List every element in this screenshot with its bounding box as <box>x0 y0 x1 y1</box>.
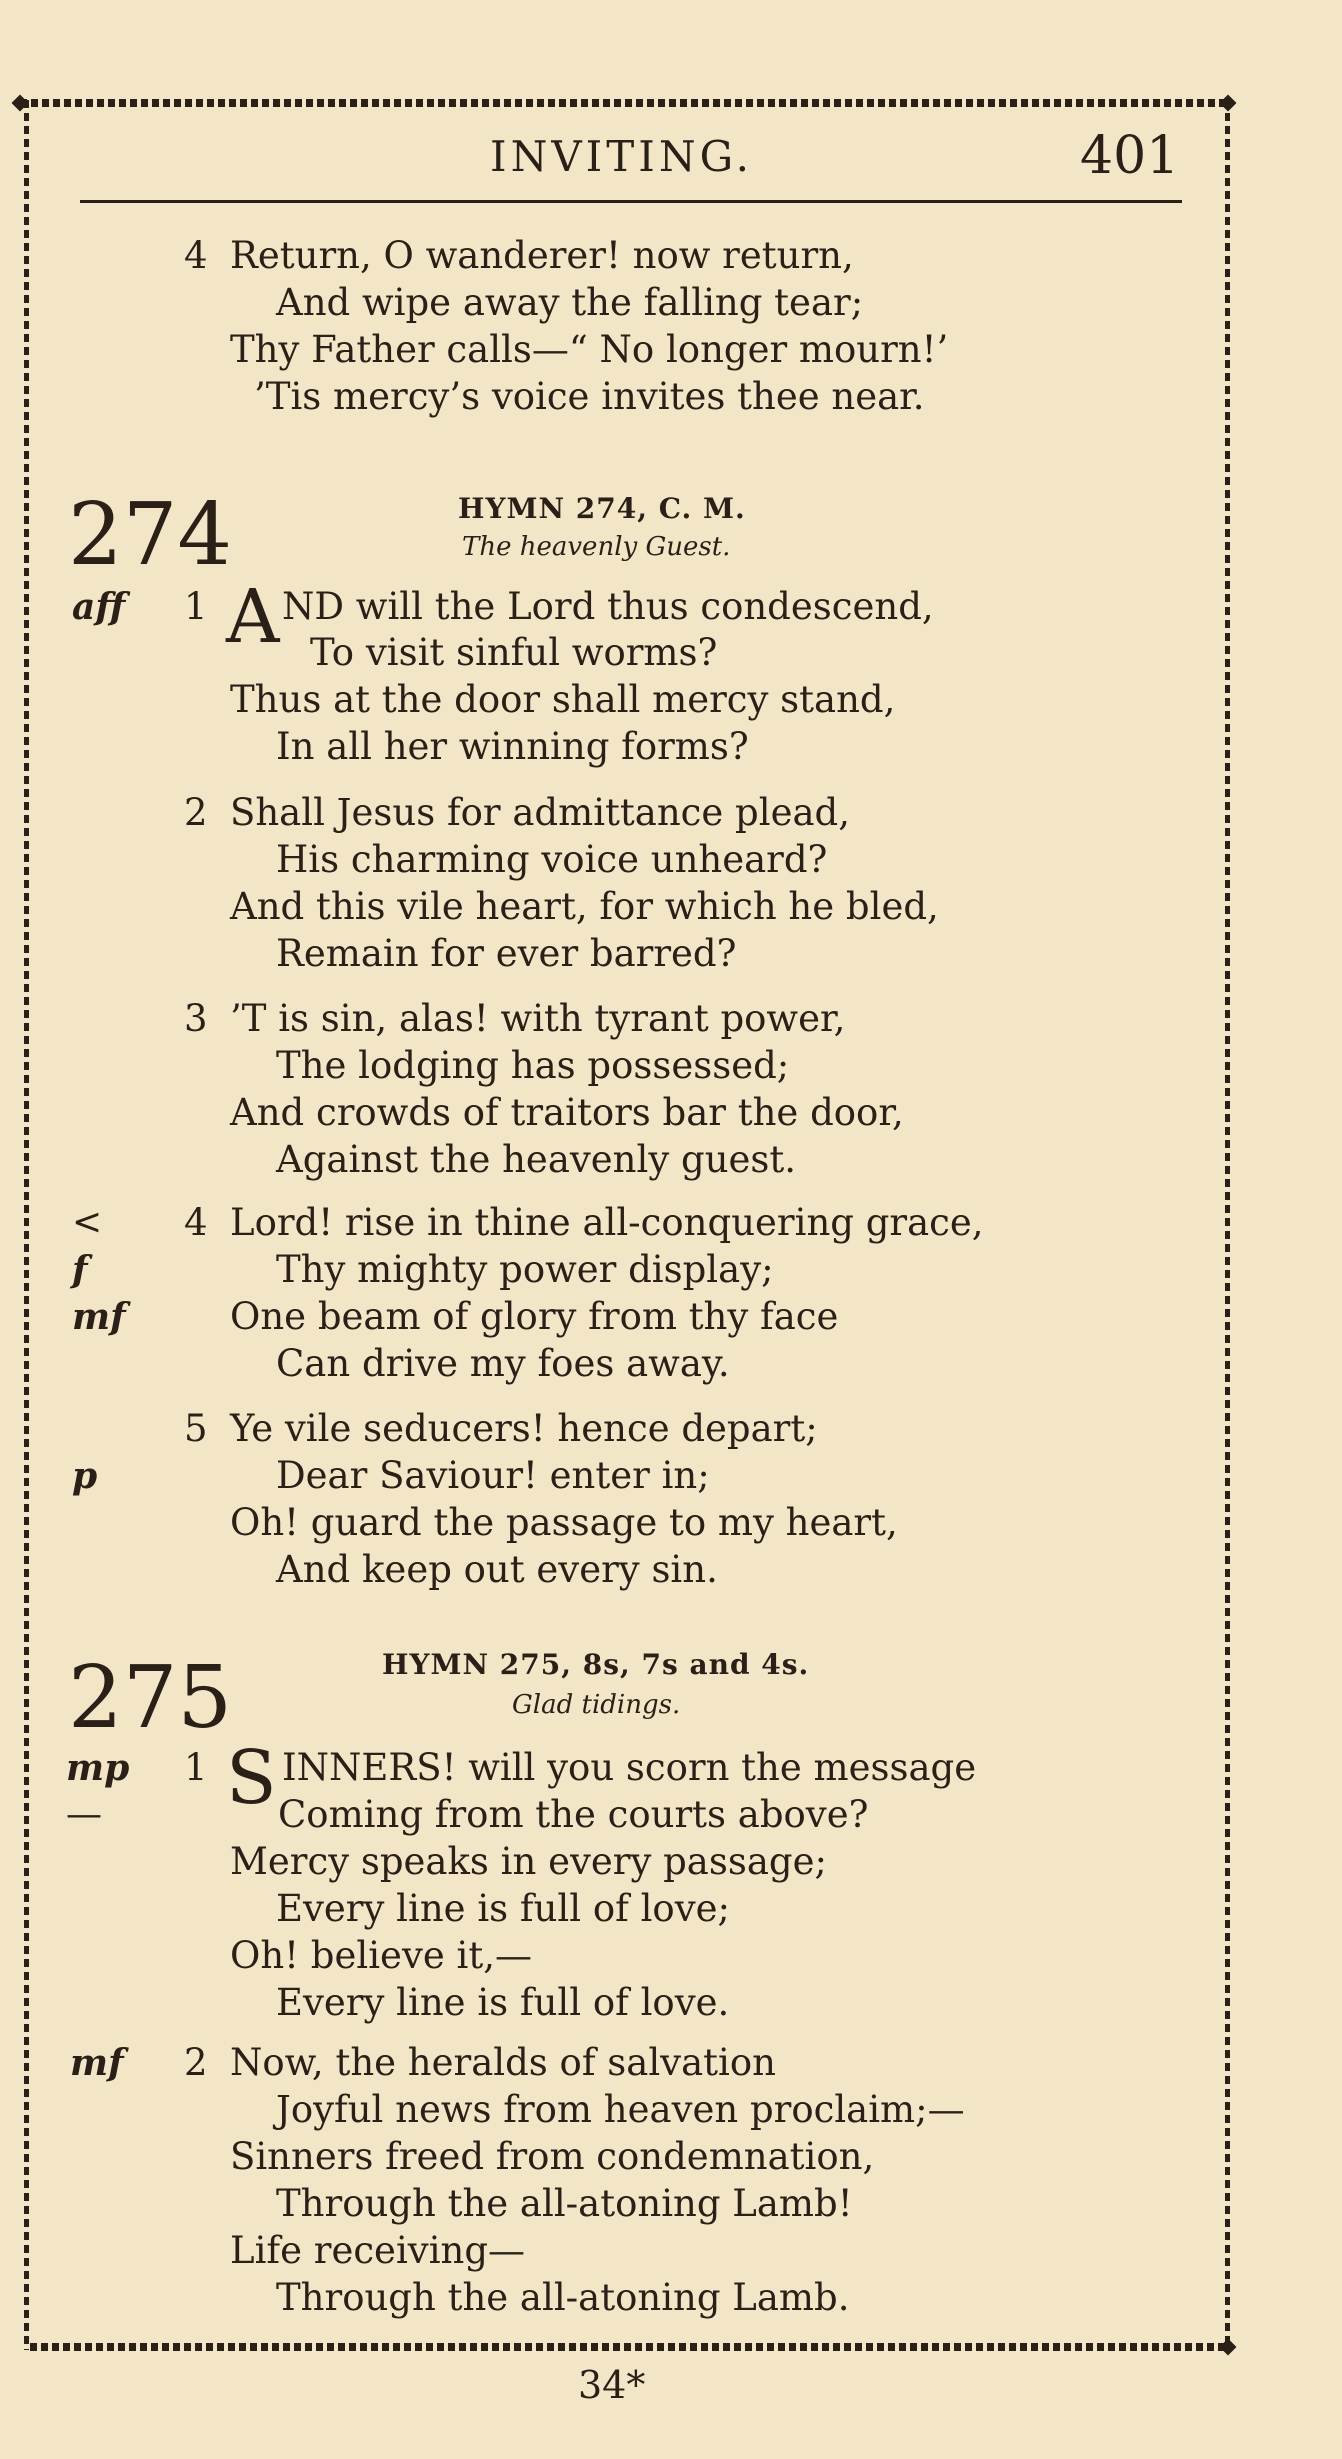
dynamic-marking: mp <box>66 1747 130 1789</box>
verse-line: His charming voice unheard? <box>276 838 828 881</box>
drop-cap: S <box>226 1735 277 1821</box>
verse-number: 1 <box>184 585 208 628</box>
verse-line: Every line is full of love. <box>276 1981 730 2024</box>
verse-line: Against the heavenly guest. <box>276 1138 797 1181</box>
left-ornament-rule <box>24 100 29 2350</box>
verse-line: ’Tis mercy’s voice invites thee near. <box>254 375 925 418</box>
hymn-subtitle: The heavenly Guest. <box>462 532 731 562</box>
verse-line: Ye vile seducers! hence depart; <box>230 1407 818 1450</box>
header-rule <box>80 200 1182 203</box>
running-header: INVITING. <box>490 132 754 181</box>
dynamic-marking: f <box>72 1249 88 1291</box>
verse-line: Thy mighty power display; <box>276 1248 774 1291</box>
hymn-title: HYMN 274, C. M. <box>458 492 746 525</box>
drop-cap: A <box>226 574 280 660</box>
verse-line: Now, the heralds of salvation <box>230 2041 776 2084</box>
verse-line: Life receiving— <box>230 2229 526 2272</box>
dynamic-marking: mf <box>70 2042 124 2084</box>
verse-line: Sinners freed from condemnation, <box>230 2135 875 2178</box>
verse-line: Mercy speaks in every passage; <box>230 1840 827 1883</box>
verse-line: Thy Father calls—“ No longer mourn!’ <box>230 328 949 371</box>
verse-line: Joyful news from heaven proclaim;— <box>276 2088 965 2131</box>
verse-number: 4 <box>184 1201 208 1244</box>
verse-line: Return, O wanderer! now return, <box>230 234 854 277</box>
verse-number: 5 <box>184 1407 208 1450</box>
verse-line: Lord! rise in thine all-conquering grace, <box>230 1201 984 1244</box>
verse-line: Every line is full of love; <box>276 1887 730 1930</box>
verse-line: In all her winning forms? <box>276 725 749 768</box>
hymn-number: 274 <box>68 485 233 585</box>
dynamic-marking: aff <box>72 586 126 628</box>
dynamic-marking: p <box>72 1455 98 1497</box>
verse-line: To visit sinful worms? <box>310 631 718 674</box>
verse-number: 2 <box>184 791 208 834</box>
verse-line: The lodging has possessed; <box>276 1044 790 1087</box>
verse-line: And wipe away the falling tear; <box>276 281 864 324</box>
verse-line: ND will the Lord thus condescend, <box>282 585 934 628</box>
hymn-title: HYMN 275, 8s, 7s and 4s. <box>382 1648 810 1681</box>
signature-mark: 34* <box>578 2363 646 2407</box>
page-number: 401 <box>1080 126 1180 186</box>
verse-line: Through the all-atoning Lamb! <box>276 2182 853 2225</box>
dynamic-marking: mf <box>72 1296 126 1338</box>
verse-number: 3 <box>184 997 208 1040</box>
verse-line: And keep out every sin. <box>276 1548 718 1591</box>
bottom-ornament-rule <box>30 2343 1230 2351</box>
verse-line: One beam of glory from thy face <box>230 1295 839 1338</box>
verse-line: Shall Jesus for admittance plead, <box>230 791 850 834</box>
verse-number: 2 <box>184 2041 208 2084</box>
verse-line: Coming from the courts above? <box>278 1793 869 1836</box>
verse-number: 4 <box>184 234 208 277</box>
verse-number: 1 <box>184 1746 208 1789</box>
hymn-subtitle: Glad tidings. <box>512 1690 681 1720</box>
verse-line: ’T is sin, alas! with tyrant power, <box>230 997 846 1040</box>
top-ornament-rule <box>20 99 1230 107</box>
verse-line: Through the all-atoning Lamb. <box>276 2276 850 2319</box>
verse-line: Can drive my foes away. <box>276 1342 730 1385</box>
verse-line: And crowds of traitors bar the door, <box>230 1091 904 1134</box>
hymn-number: 275 <box>68 1648 233 1748</box>
verse-line: INNERS! will you scorn the message <box>282 1746 977 1789</box>
diamond-ornament-icon <box>1220 2339 1237 2356</box>
verse-line: Oh! guard the passage to my heart, <box>230 1501 898 1544</box>
verse-line: Dear Saviour! enter in; <box>276 1454 710 1497</box>
dynamic-marking: — <box>66 1794 102 1835</box>
right-ornament-rule <box>1225 100 1230 2350</box>
verse-line: Remain for ever barred? <box>276 932 737 975</box>
verse-line: Oh! believe it,— <box>230 1934 532 1977</box>
dynamic-marking: < <box>72 1202 103 1243</box>
verse-line: Thus at the door shall mercy stand, <box>230 678 896 721</box>
verse-line: And this vile heart, for which he bled, <box>230 885 939 928</box>
